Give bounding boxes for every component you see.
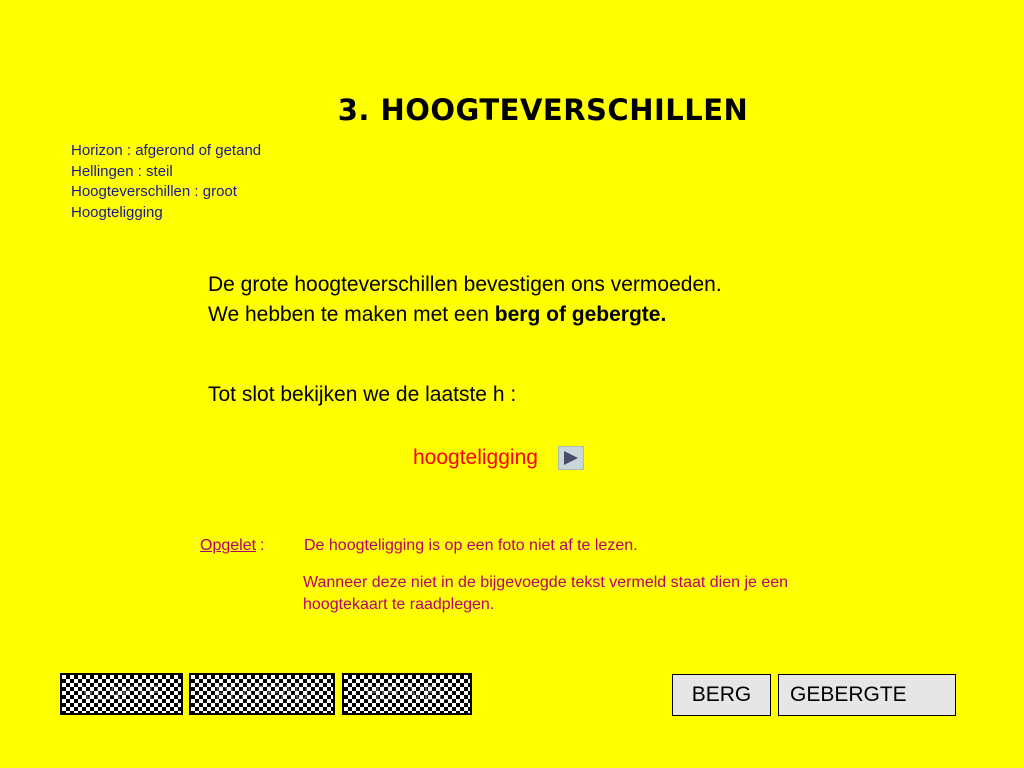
note-line-1: [200, 537, 638, 555]
vlakte-button[interactable]: [60, 673, 183, 715]
hoogteligging-link[interactable]: hoogteligging: [413, 446, 538, 469]
plateau-button[interactable]: [189, 673, 335, 715]
vlakte-button-label: VLAKTE: [81, 682, 162, 705]
conclusion-line-2-prefix: We hebben te maken met een: [208, 303, 495, 326]
note-label-opgelet[interactable]: Opgelet: [200, 537, 257, 554]
heuvel-button[interactable]: [342, 673, 472, 715]
criteria-item-hoogteverschillen: Hoogteverschillen : groot: [71, 183, 237, 200]
criteria-list: [71, 141, 261, 223]
closing-text: Tot slot bekijken we de laatste h :: [208, 383, 517, 406]
conclusion-text: [208, 270, 722, 330]
berg-button-label: BERG: [691, 683, 752, 706]
criteria-item-hoogteligging: Hoogteligging: [71, 203, 163, 221]
note-text-2: Wanneer deze niet in de bijgevoegde tekst vermeld staat dien je een hoogtekaart te raadplegen.: [303, 574, 789, 613]
note-colon: :: [260, 537, 265, 554]
conclusion-line-2: [208, 300, 722, 330]
next-topic-row: [413, 446, 584, 470]
play-icon[interactable]: [558, 446, 584, 470]
conclusion-line-1: De grote hoogteverschillen bevestigen ons vermoeden.: [208, 273, 722, 296]
conclusion-highlight: berg of gebergte.: [494, 303, 667, 326]
page-title: 3. HOOGTEVERSCHILLEN: [337, 93, 749, 127]
criteria-item-hellingen: Hellingen : steil: [71, 162, 173, 180]
criteria-item-horizon: Horizon : afgerond of getand: [71, 142, 262, 159]
plateau-button-label: PLATEAU: [214, 682, 310, 705]
heuvel-button-label: HEUVEL: [364, 682, 450, 705]
gebergte-button-label: GEBERGTE: [790, 683, 907, 706]
note-text-1: De hoogteligging is op een foto niet af te lezen.: [304, 537, 638, 554]
berg-button[interactable]: [672, 674, 771, 716]
gebergte-button[interactable]: [778, 674, 956, 716]
